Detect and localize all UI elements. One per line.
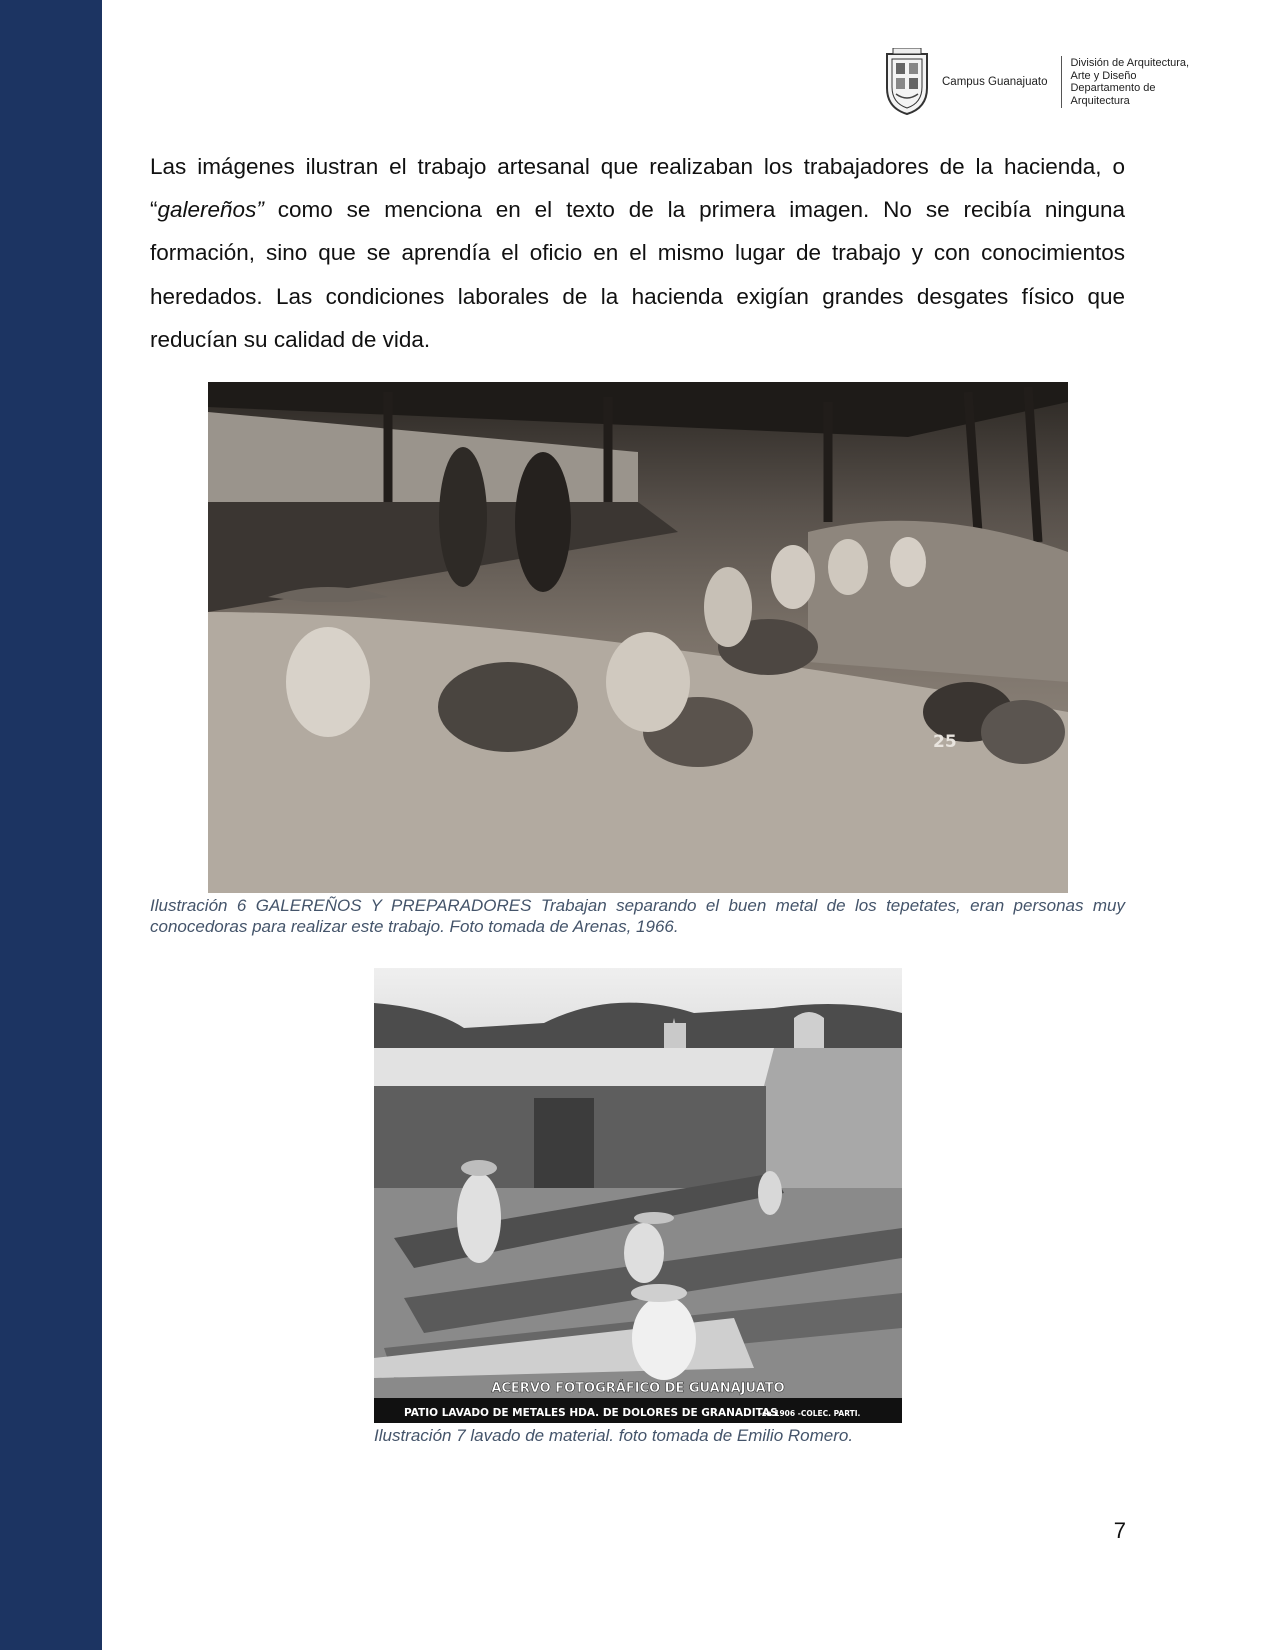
division-line: Departamento de: [1070, 82, 1156, 94]
university-crest-icon: [884, 48, 930, 116]
division-name: [1070, 57, 1220, 107]
sack-number: 25: [933, 732, 957, 752]
body-text-end: como se menciona en el texto de la primera imagen. No se recibía ninguna formación, sino que se aprendía el oficio en el mismo lugar de trabajo y con conocimientos heredados. Las condiciones laborales de la hacienda exigían grandes desgates físico que reducían su calidad de vida.: [150, 197, 1125, 352]
body-paragraph: [150, 145, 1125, 361]
division-line: Arte y Diseño: [1070, 69, 1137, 82]
photo-lavado: [374, 968, 902, 1423]
page-number: 7: [1113, 1518, 1126, 1543]
body-text-start: Las imágenes ilustran el trabajo artesanal que realizaban los trabajadores de la hacienda, o “: [150, 154, 1125, 223]
caption-figure-6: Ilustración 6 GALEREÑOS Y PREPARADORES Trabajan separando el buen metal de los tepetates, eran personas muy conocedoras para realizar este trabajo. Foto tomada de Arenas, 1966.: [150, 896, 1125, 936]
division-line: Arquitectura: [1070, 94, 1130, 107]
photo-banner-date: -ca 1906 -COLEC. PARTI.: [759, 1409, 861, 1418]
photo-galerenos: [208, 382, 1068, 893]
photo-banner-title: PATIO LAVADO DE METALES HDA. DE DOLORES DE GRANADITAS: [404, 1407, 778, 1419]
caption-figure-7: Ilustración 7 lavado de material. foto tomada de Emilio Romero.: [374, 1426, 854, 1445]
page-header: [884, 46, 1220, 118]
side-color-band: [0, 0, 102, 1650]
body-italic-term: galereños”: [157, 197, 264, 223]
campus-name: Campus Guanajuato: [942, 76, 1048, 88]
division-line: División de Arquitectura,: [1070, 57, 1190, 69]
photo-watermark: ACERVO FOTOGRÁFICO DE GUANAJUATO: [491, 1381, 785, 1396]
header-divider: [1061, 56, 1062, 108]
